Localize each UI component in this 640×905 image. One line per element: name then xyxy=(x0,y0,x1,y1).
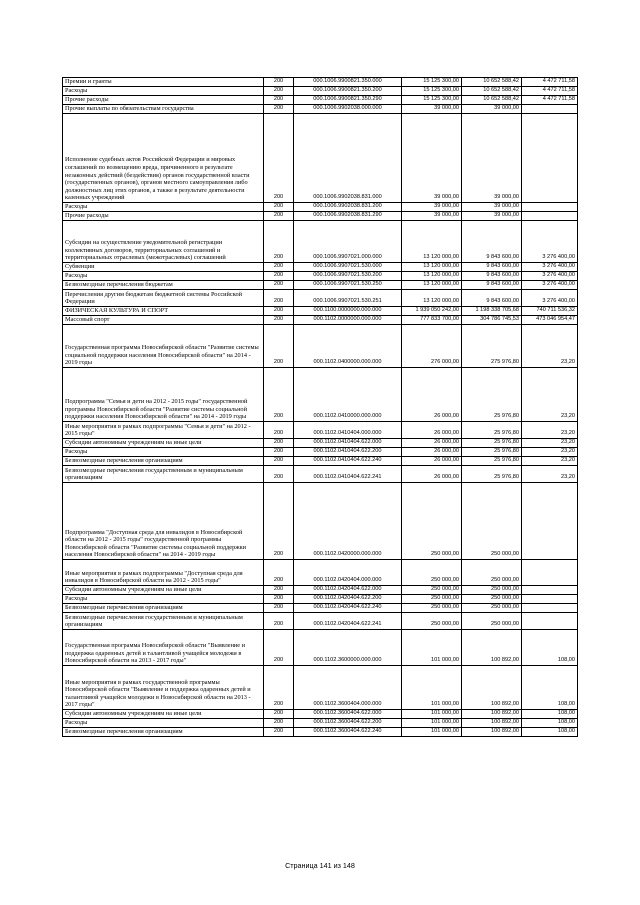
row-approved-cell: 26 000,00 xyxy=(402,368,462,422)
row-name-cell: Государственная программа Новосибирской области "Развитие системы социальной поддержки населения Новосибирской области" на 2014 - 2019 годы xyxy=(63,325,264,368)
row-remainder-cell: 3 276 400,00 xyxy=(522,281,578,290)
row-code-cell: 000.1102.0420404.622.200 xyxy=(294,595,402,604)
row-code-cell: 000.1006.9907021.530.200 xyxy=(294,272,402,281)
row-executed-cell: 1 198 338 705,68 xyxy=(462,307,522,316)
row-name-cell: Прочие выплаты по обязательствам государства xyxy=(63,105,264,114)
table-row xyxy=(63,586,578,595)
row-kv-cell: 200 xyxy=(264,604,294,613)
row-approved-cell: 15 125 300,00 xyxy=(402,96,462,105)
row-kv-cell: 200 xyxy=(264,96,294,105)
row-remainder-cell: 23,20 xyxy=(522,457,578,466)
table-row xyxy=(63,87,578,96)
row-executed-cell: 250 000,00 xyxy=(462,604,522,613)
row-name-cell: Премии и гранты xyxy=(63,78,264,87)
row-name-cell: Субвенции xyxy=(63,263,264,272)
page-footer: Страница 141 из 148 xyxy=(285,861,355,870)
table-row xyxy=(63,281,578,290)
row-name-cell: Иные мероприятия в рамках подпрограммы "Семья и дети" на 2012 - 2015 годы" xyxy=(63,422,264,439)
row-remainder-cell xyxy=(522,604,578,613)
row-kv-cell: 200 xyxy=(264,325,294,368)
table-row xyxy=(63,457,578,466)
table-row xyxy=(63,316,578,325)
row-kv-cell: 200 xyxy=(264,307,294,316)
row-remainder-cell xyxy=(522,114,578,203)
row-approved-cell: 1 939 050 242,00 xyxy=(402,307,462,316)
row-approved-cell: 250 000,00 xyxy=(402,613,462,630)
row-kv-cell: 200 xyxy=(264,87,294,96)
row-kv-cell: 200 xyxy=(264,466,294,483)
table-row xyxy=(63,560,578,586)
row-kv-cell: 200 xyxy=(264,728,294,737)
row-code-cell: 000.1102.0420404.622.240 xyxy=(294,604,402,613)
row-code-cell: 000.1102.3600000.000.000 xyxy=(294,630,402,666)
table-row xyxy=(63,290,578,307)
row-code-cell: 000.1006.9902038.831.290 xyxy=(294,212,402,221)
row-kv-cell: 200 xyxy=(264,457,294,466)
row-kv-cell: 200 xyxy=(264,105,294,114)
row-name-cell: Субсидии автономным учреждениям на иные цели xyxy=(63,710,264,719)
row-code-cell: 000.1102.0410000.000.000 xyxy=(294,368,402,422)
row-kv-cell: 200 xyxy=(264,203,294,212)
row-remainder-cell: 108,00 xyxy=(522,666,578,710)
row-executed-cell: 39 000,00 xyxy=(462,203,522,212)
row-executed-cell: 25 976,80 xyxy=(462,466,522,483)
row-approved-cell: 13 120 000,00 xyxy=(402,281,462,290)
row-code-cell: 000.1102.3600404.622.200 xyxy=(294,719,402,728)
table-row xyxy=(63,212,578,221)
row-name-cell: Безвозмездные перечисления организациям xyxy=(63,604,264,613)
table-row xyxy=(63,710,578,719)
row-executed-cell: 9 843 600,00 xyxy=(462,263,522,272)
table-row xyxy=(63,203,578,212)
row-kv-cell: 200 xyxy=(264,78,294,87)
table-row xyxy=(63,728,578,737)
table-row xyxy=(63,466,578,483)
table-row xyxy=(63,422,578,439)
row-remainder-cell: 3 276 400,00 xyxy=(522,221,578,263)
row-executed-cell: 100 892,00 xyxy=(462,728,522,737)
row-code-cell: 000.1102.0000000.000.000 xyxy=(294,316,402,325)
row-approved-cell: 39 000,00 xyxy=(402,105,462,114)
row-approved-cell: 39 000,00 xyxy=(402,114,462,203)
row-approved-cell: 101 000,00 xyxy=(402,728,462,737)
row-remainder-cell xyxy=(522,105,578,114)
table-row xyxy=(63,78,578,87)
row-kv-cell: 200 xyxy=(264,422,294,439)
table-row xyxy=(63,368,578,422)
row-kv-cell: 200 xyxy=(264,595,294,604)
row-executed-cell: 100 892,00 xyxy=(462,710,522,719)
row-remainder-cell: 108,00 xyxy=(522,630,578,666)
row-name-cell: Безвозмездные перечисления государственным и муниципальным организациям xyxy=(63,613,264,630)
row-name-cell: Расходы xyxy=(63,87,264,96)
row-kv-cell: 200 xyxy=(264,281,294,290)
row-kv-cell: 200 xyxy=(264,586,294,595)
row-approved-cell: 250 000,00 xyxy=(402,595,462,604)
row-approved-cell: 26 000,00 xyxy=(402,466,462,483)
table-row xyxy=(63,114,578,203)
budget-table-body xyxy=(63,78,578,737)
row-kv-cell: 200 xyxy=(264,448,294,457)
row-approved-cell: 26 000,00 xyxy=(402,422,462,439)
row-executed-cell: 250 000,00 xyxy=(462,483,522,560)
budget-table xyxy=(62,77,578,737)
row-remainder-cell: 3 276 400,00 xyxy=(522,290,578,307)
row-name-cell: Безвозмездные перечисления организациям xyxy=(63,457,264,466)
row-kv-cell: 200 xyxy=(264,368,294,422)
row-executed-cell: 9 843 600,00 xyxy=(462,272,522,281)
table-row xyxy=(63,272,578,281)
row-approved-cell: 101 000,00 xyxy=(402,666,462,710)
row-executed-cell: 250 000,00 xyxy=(462,595,522,604)
row-remainder-cell xyxy=(522,212,578,221)
row-remainder-cell: 4 472 711,58 xyxy=(522,87,578,96)
row-name-cell: Безвозмездные перечисления бюджетам xyxy=(63,281,264,290)
table-row xyxy=(63,439,578,448)
table-row xyxy=(63,325,578,368)
row-code-cell: 000.1006.9900821.350.200 xyxy=(294,87,402,96)
row-approved-cell: 777 833 700,00 xyxy=(402,316,462,325)
row-executed-cell: 39 000,00 xyxy=(462,105,522,114)
row-approved-cell: 39 000,00 xyxy=(402,212,462,221)
row-code-cell: 000.1100.0000000.000.000 xyxy=(294,307,402,316)
row-name-cell: Расходы xyxy=(63,595,264,604)
row-name-cell: Расходы xyxy=(63,272,264,281)
row-executed-cell: 100 892,00 xyxy=(462,719,522,728)
row-remainder-cell: 740 711 536,32 xyxy=(522,307,578,316)
row-executed-cell: 9 843 600,00 xyxy=(462,281,522,290)
row-name-cell: Субсидии автономным учреждениям на иные цели xyxy=(63,586,264,595)
row-approved-cell: 26 000,00 xyxy=(402,457,462,466)
row-remainder-cell: 108,00 xyxy=(522,728,578,737)
row-code-cell: 000.1102.0410404.622.200 xyxy=(294,448,402,457)
row-code-cell: 000.1006.9902038.831.200 xyxy=(294,203,402,212)
row-name-cell: Прочие расходы xyxy=(63,212,264,221)
row-approved-cell: 15 125 300,00 xyxy=(402,78,462,87)
row-remainder-cell xyxy=(522,595,578,604)
row-name-cell: Расходы xyxy=(63,203,264,212)
row-code-cell: 000.1102.3600404.622.240 xyxy=(294,728,402,737)
row-executed-cell: 250 000,00 xyxy=(462,586,522,595)
row-kv-cell: 200 xyxy=(264,666,294,710)
row-executed-cell: 9 843 600,00 xyxy=(462,290,522,307)
row-kv-cell: 200 xyxy=(264,114,294,203)
row-executed-cell: 25 976,80 xyxy=(462,448,522,457)
row-code-cell: 000.1102.3600404.000.000 xyxy=(294,666,402,710)
row-executed-cell: 275 976,80 xyxy=(462,325,522,368)
row-executed-cell: 9 843 600,00 xyxy=(462,221,522,263)
row-remainder-cell: 23,20 xyxy=(522,368,578,422)
row-code-cell: 000.1006.9900821.350.000 xyxy=(294,78,402,87)
row-executed-cell: 25 976,80 xyxy=(462,422,522,439)
row-name-cell: Расходы xyxy=(63,719,264,728)
row-code-cell: 000.1102.0420404.000.000 xyxy=(294,560,402,586)
row-remainder-cell: 4 472 711,58 xyxy=(522,78,578,87)
row-approved-cell: 13 120 000,00 xyxy=(402,221,462,263)
row-kv-cell: 200 xyxy=(264,263,294,272)
row-approved-cell: 101 000,00 xyxy=(402,710,462,719)
row-name-cell: Иные мероприятия в рамках государственной программы Новосибирской области "Выявление и поддержка одаренных детей и талантливой учащейся молодежи в Новосибирской области на 2013 - 2017 годы" xyxy=(63,666,264,710)
table-row xyxy=(63,666,578,710)
row-kv-cell: 200 xyxy=(264,560,294,586)
row-name-cell: Массовый спорт xyxy=(63,316,264,325)
row-code-cell: 000.1102.0400000.000.000 xyxy=(294,325,402,368)
row-remainder-cell: 23,20 xyxy=(522,448,578,457)
row-approved-cell: 26 000,00 xyxy=(402,448,462,457)
row-executed-cell: 10 652 588,42 xyxy=(462,96,522,105)
table-row xyxy=(63,595,578,604)
row-kv-cell: 200 xyxy=(264,212,294,221)
table-row xyxy=(63,613,578,630)
row-remainder-cell: 3 276 400,00 xyxy=(522,263,578,272)
row-remainder-cell xyxy=(522,613,578,630)
row-code-cell: 000.1006.9907021.000.000 xyxy=(294,221,402,263)
budget-table-container xyxy=(62,77,577,737)
row-kv-cell: 200 xyxy=(264,613,294,630)
row-approved-cell: 276 000,00 xyxy=(402,325,462,368)
row-remainder-cell: 473 046 954,47 xyxy=(522,316,578,325)
row-code-cell: 000.1102.0420000.000.000 xyxy=(294,483,402,560)
row-code-cell: 000.1102.0420404.622.000 xyxy=(294,586,402,595)
row-name-cell: Государственная программа Новосибирской области "Выявление и поддержка одаренных детей и талантливой учащейся молодежи в Новосибирской области на 2013 - 2017 годы" xyxy=(63,630,264,666)
row-approved-cell: 250 000,00 xyxy=(402,604,462,613)
row-name-cell: Иные мероприятия в рамках подпрограммы "Доступная среда для инвалидов в Новосибирской области на 2012 - 2015 годы" xyxy=(63,560,264,586)
row-code-cell: 000.1102.0410404.622.240 xyxy=(294,457,402,466)
row-code-cell: 000.1102.0420404.622.241 xyxy=(294,613,402,630)
row-name-cell: Субсидии автономным учреждениям на иные цели xyxy=(63,439,264,448)
row-approved-cell: 101 000,00 xyxy=(402,630,462,666)
row-kv-cell: 200 xyxy=(264,719,294,728)
row-kv-cell: 200 xyxy=(264,483,294,560)
row-executed-cell: 10 652 588,42 xyxy=(462,78,522,87)
row-name-cell: Подпрограмма "Семья и дети на 2012 - 2015 годы" государственной программы Новосибирской области "Развитие системы социальной поддержки населения Новосибирской области" на 2014 - 2019 годы xyxy=(63,368,264,422)
row-code-cell: 000.1102.0410404.622.241 xyxy=(294,466,402,483)
row-kv-cell: 200 xyxy=(264,630,294,666)
row-executed-cell: 100 892,00 xyxy=(462,666,522,710)
row-name-cell: ФИЗИЧЕСКАЯ КУЛЬТУРА И СПОРТ xyxy=(63,307,264,316)
row-code-cell: 000.1006.9907021.530.250 xyxy=(294,281,402,290)
row-name-cell: Расходы xyxy=(63,448,264,457)
row-code-cell: 000.1006.9907021.530.000 xyxy=(294,263,402,272)
row-name-cell: Исполнение судебных актов Российской Федерации и мировых соглашений по возмещению вреда, причиненного в результате незаконных действий (бездействия) органов государственной власти (государственных органов), органов местного самоуправления либо должностных лиц этих органов, а также в результате деятельности казенных учреждений xyxy=(63,114,264,203)
row-approved-cell: 101 000,00 xyxy=(402,719,462,728)
row-name-cell: Безвозмездные перечисления государственным и муниципальным организациям xyxy=(63,466,264,483)
row-approved-cell: 26 000,00 xyxy=(402,439,462,448)
row-remainder-cell: 23,20 xyxy=(522,422,578,439)
row-remainder-cell: 23,20 xyxy=(522,466,578,483)
row-approved-cell: 250 000,00 xyxy=(402,586,462,595)
table-row xyxy=(63,448,578,457)
table-row xyxy=(63,105,578,114)
row-approved-cell: 39 000,00 xyxy=(402,203,462,212)
row-code-cell: 000.1006.9907021.530.251 xyxy=(294,290,402,307)
row-executed-cell: 10 652 588,42 xyxy=(462,87,522,96)
row-kv-cell: 200 xyxy=(264,290,294,307)
row-code-cell: 000.1006.9900821.350.290 xyxy=(294,96,402,105)
table-row xyxy=(63,263,578,272)
row-kv-cell: 200 xyxy=(264,316,294,325)
row-remainder-cell: 3 276 400,00 xyxy=(522,272,578,281)
row-executed-cell: 100 892,00 xyxy=(462,630,522,666)
row-name-cell: Безвозмездные перечисления организациям xyxy=(63,728,264,737)
row-code-cell: 000.1006.9902038.000.000 xyxy=(294,105,402,114)
row-code-cell: 000.1006.9902038.831.000 xyxy=(294,114,402,203)
row-remainder-cell: 23,20 xyxy=(522,325,578,368)
table-row xyxy=(63,96,578,105)
row-name-cell: Субсидии на осуществление уведомительной регистрации коллективных договоров, территориальных соглашений и территориальных отраслевых (межотраслевых) соглашений xyxy=(63,221,264,263)
row-executed-cell: 25 976,80 xyxy=(462,439,522,448)
row-executed-cell: 39 000,00 xyxy=(462,114,522,203)
table-row xyxy=(63,221,578,263)
row-approved-cell: 13 120 000,00 xyxy=(402,290,462,307)
row-kv-cell: 200 xyxy=(264,272,294,281)
row-executed-cell: 304 786 745,53 xyxy=(462,316,522,325)
row-remainder-cell xyxy=(522,586,578,595)
table-row xyxy=(63,604,578,613)
row-name-cell: Перечисления другим бюджетам бюджетной системы Российской Федерации xyxy=(63,290,264,307)
row-approved-cell: 250 000,00 xyxy=(402,483,462,560)
table-row xyxy=(63,483,578,560)
row-executed-cell: 39 000,00 xyxy=(462,212,522,221)
row-kv-cell: 200 xyxy=(264,710,294,719)
row-executed-cell: 250 000,00 xyxy=(462,560,522,586)
table-row xyxy=(63,719,578,728)
row-remainder-cell xyxy=(522,483,578,560)
row-remainder-cell: 108,00 xyxy=(522,719,578,728)
row-approved-cell: 250 000,00 xyxy=(402,560,462,586)
row-remainder-cell: 4 472 711,58 xyxy=(522,96,578,105)
row-kv-cell: 200 xyxy=(264,221,294,263)
table-row xyxy=(63,307,578,316)
row-executed-cell: 25 976,80 xyxy=(462,368,522,422)
row-approved-cell: 13 120 000,00 xyxy=(402,263,462,272)
row-executed-cell: 250 000,00 xyxy=(462,613,522,630)
row-remainder-cell xyxy=(522,203,578,212)
row-executed-cell: 25 976,80 xyxy=(462,457,522,466)
row-code-cell: 000.1102.0410404.622.000 xyxy=(294,439,402,448)
row-kv-cell: 200 xyxy=(264,439,294,448)
table-row xyxy=(63,630,578,666)
row-remainder-cell: 23,20 xyxy=(522,439,578,448)
row-remainder-cell xyxy=(522,560,578,586)
row-remainder-cell: 108,00 xyxy=(522,710,578,719)
row-name-cell: Прочие расходы xyxy=(63,96,264,105)
row-code-cell: 000.1102.3600404.622.000 xyxy=(294,710,402,719)
row-approved-cell: 15 125 300,00 xyxy=(402,87,462,96)
row-name-cell: Подпрограмма "Доступная среда для инвалидов в Новосибирской области на 2012 - 2015 годы" государственной программы Новосибирской области "Развитие системы социальной поддержки населения Новосибирской области" на 2014 - 2019 годы xyxy=(63,483,264,560)
row-approved-cell: 13 120 000,00 xyxy=(402,272,462,281)
row-code-cell: 000.1102.0410404.000.000 xyxy=(294,422,402,439)
